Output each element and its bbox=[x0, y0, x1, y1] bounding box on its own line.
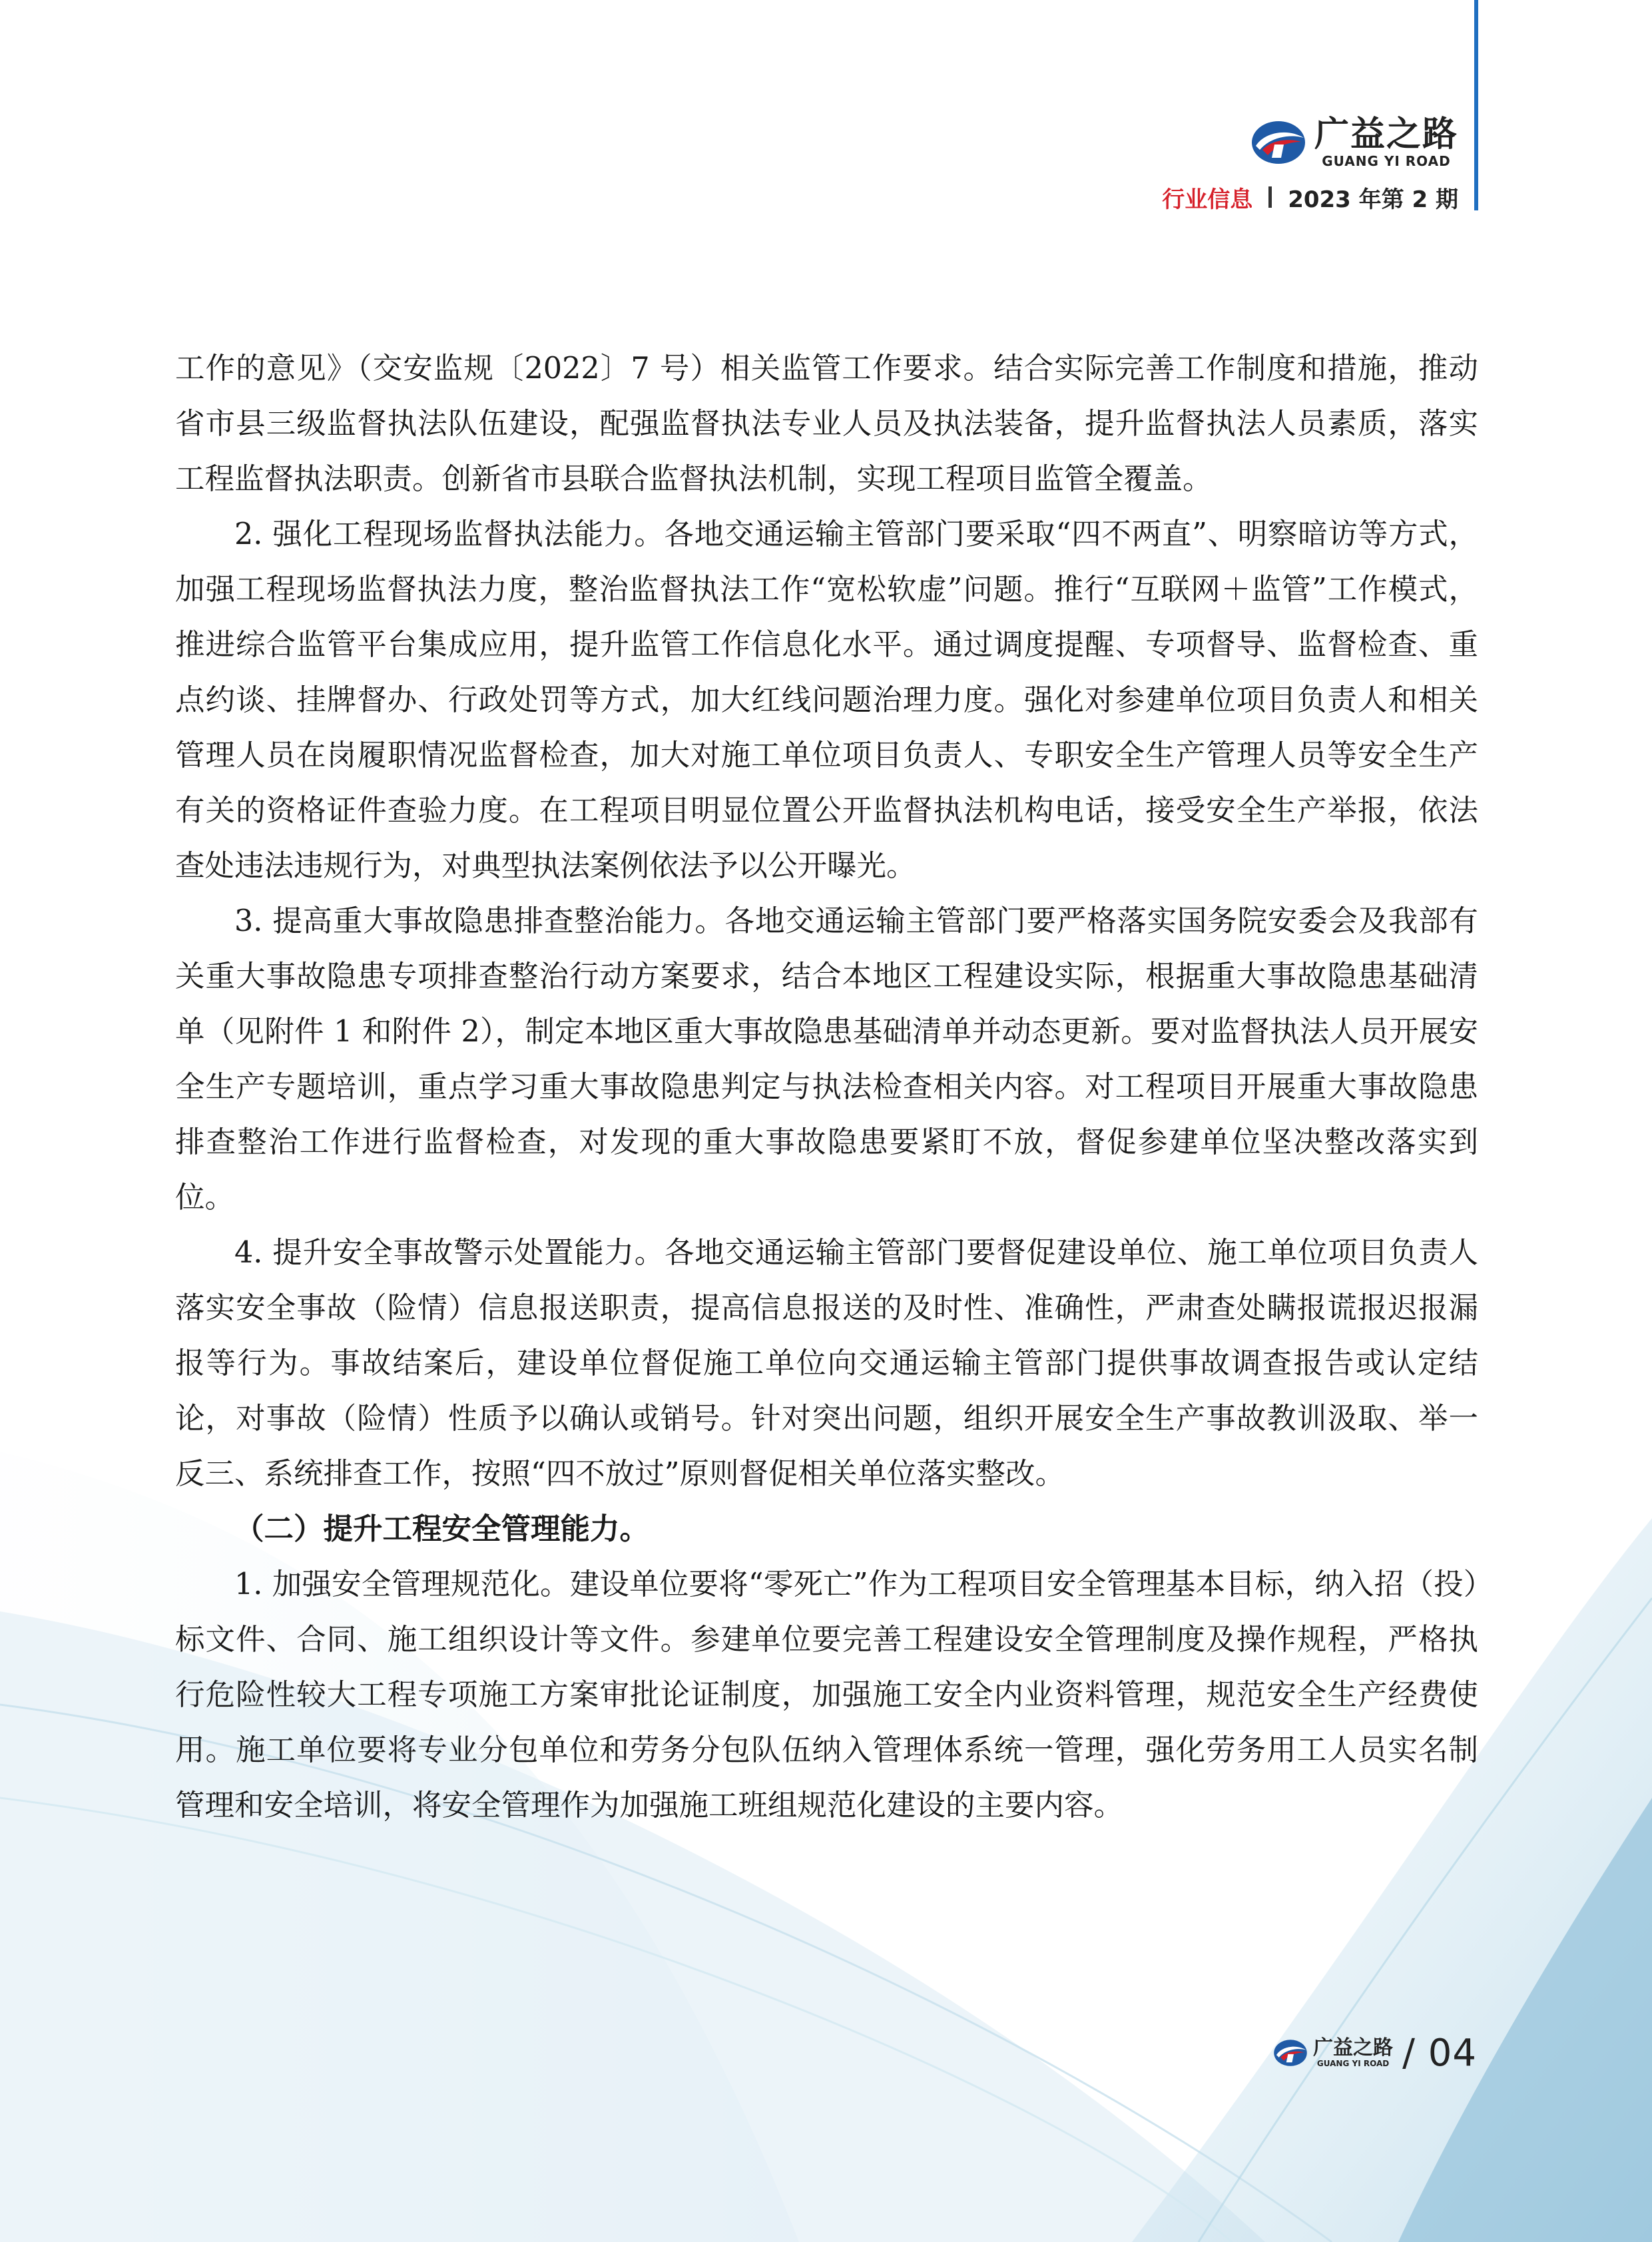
article-body bbox=[175, 341, 1478, 1833]
issue-info bbox=[1162, 178, 1458, 216]
page-header bbox=[1085, 112, 1458, 218]
logo-english-name: GUANG YI ROAD bbox=[1322, 153, 1451, 169]
paragraph: 2. 强化工程现场监督执法能力。各地交通运输主管部门要采取“四不两直”、明察暗访等方式，加强工程现场监督执法力度，整治监督执法工作“宽松软虚”问题。推行“互联网＋监管”工作模式，推进综合监管平台集成应用，提升监管工作信息化水平。通过调度提醒、专项督导、监督检查、重点约谈、挂牌督办、行政处罚等方式，加大红线问题治理力度。强化对参建单位项目负责人和相关管理人员在岗履职情况监督检查，加大对施工单位项目负责人、专职安全生产管理人员等安全生产有关的资格证件查验力度。在工程项目明显位置公开监督执法机构电话，接受安全生产举报，依法查处违法违规行为，对典型执法案例依法予以公开曝光。 bbox=[175, 517, 1478, 883]
paragraph: 3. 提高重大事故隐患排查整治能力。各地交通运输主管部门要严格落实国务院安委会及我部有关重大事故隐患专项排查整治行动方案要求，结合本地区工程建设实际，根据重大事故隐患基础清单（见附件 1 和附件 2），制定本地区重大事故隐患基础清单并动态更新。要对监督执法人员开展安全生产专题培训，重点学习重大事故隐患判定与执法检查相关内容。对工程项目开展重大事故隐患排查整治工作进行监督检查，对发现的重大事故隐患要紧盯不放，督促参建单位坚决整改落实到位。 bbox=[175, 904, 1478, 1215]
paragraph: 工作的意见》（交安监规〔2022〕7 号）相关监管工作要求。结合实际完善工作制度和措施，推动省市县三级监督执法队伍建设，配强监督执法专业人员及执法装备，提升监督执法人员素质，落实工程监督执法职责。创新省市县联合监督执法机制，实现工程项目监管全覆盖。 bbox=[175, 352, 1478, 496]
edge-accent-line bbox=[1474, 0, 1478, 210]
header-divider bbox=[1268, 186, 1272, 208]
logo-chinese-name: 广益之路 bbox=[1314, 115, 1458, 154]
header-logo bbox=[1250, 112, 1458, 173]
logo-text bbox=[1314, 116, 1458, 169]
footer-logo-chinese-name: 广益之路 bbox=[1313, 2036, 1394, 2060]
page-footer bbox=[1273, 2030, 1477, 2076]
section-category: 行业信息 bbox=[1162, 186, 1253, 213]
footer-logo-text bbox=[1313, 2038, 1393, 2068]
paragraph: 4. 提升安全事故警示处置能力。各地交通运输主管部门要督促建设单位、施工单位项目负责人落实安全事故（险情）信息报送职责，提高信息报送的及时性、准确性，严肃查处瞒报谎报迟报漏报等行为。事故结案后，建设单位督促施工单位向交通运输主管部门提供事故调查报告或认定结论，对事故（险情）性质予以确认或销号。针对突出问题，组织开展安全生产事故教训汲取、举一反三、系统排查工作，按照“四不放过”原则督促相关单位落实整改。 bbox=[175, 1236, 1478, 1491]
road-logo-icon bbox=[1273, 2038, 1308, 2068]
page-number: / 04 bbox=[1402, 2031, 1477, 2075]
road-logo-icon bbox=[1250, 118, 1306, 167]
issue-number: 2023 年第 2 期 bbox=[1288, 186, 1458, 213]
paragraph: 1. 加强安全管理规范化。建设单位要将“零死亡”作为工程项目安全管理基本目标，纳入招（投）标文件、合同、施工组织设计等文件。参建单位要完善工程建设安全管理制度及操作规程，严格执行危险性较大工程专项施工方案审批论证制度，加强施工安全内业资料管理，规范安全生产经费使用。施工单位要将专业分包单位和劳务分包队伍纳入管理体系统一管理，强化劳务用工人员实名制管理和安全培训，将安全管理作为加强施工班组规范化建设的主要内容。 bbox=[175, 1567, 1478, 1822]
section-heading: （二）提升工程安全管理能力。 bbox=[234, 1512, 650, 1546]
footer-logo-english-name: GUANG YI ROAD bbox=[1316, 2059, 1390, 2068]
